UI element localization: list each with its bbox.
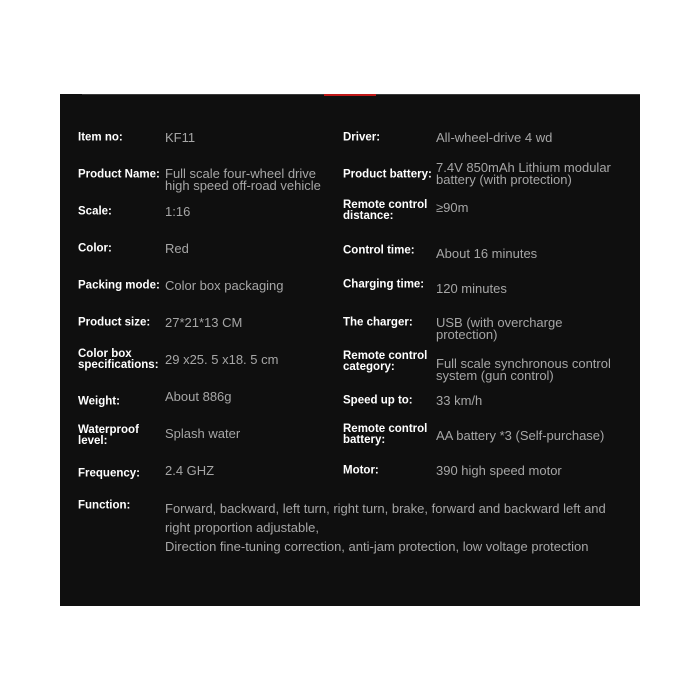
spec-value-item-no: KF11 [165,130,196,145]
spec-label-product-size: Product size: [78,316,151,329]
spec-value-speed-up-to: 33 km/h [436,393,483,408]
spec-panel [60,94,640,606]
spec-value-product-size: 27*21*13 CM [165,315,243,330]
spec-label-control-time: Control time: [343,244,415,257]
spec-label-item-no: Item no: [78,131,123,144]
spec-value-the-charger: USB (with overcharge protection) [436,315,563,342]
spec-label-weight: Weight: [78,395,120,408]
spec-value-product-battery: 7.4V 850mAh Lithium modular battery (with protection) [436,160,611,187]
function-line-1: Forward, backward, left turn, right turn, brake, forward and backward left and right proportion adjustable, [165,501,606,535]
spec-label-frequency: Frequency: [78,467,140,480]
spec-label-remote-control-category: Remote control category: [343,350,428,373]
accent-bar [324,94,376,96]
spec-label-motor: Motor: [343,464,379,477]
spec-label-driver: Driver: [343,131,381,144]
spec-label-scale: Scale: [78,205,112,218]
spec-value-charging-time: 120 minutes [436,281,507,296]
spec-label-product-name: Product Name: [78,168,160,181]
spec-label-remote-control-battery: Remote control battery: [343,423,428,446]
spec-value-remote-control-battery: AA battery *3 (Self-purchase) [436,428,605,443]
spec-value-function [165,499,625,556]
spec-label-packing-mode: Packing mode: [78,279,160,292]
spec-label-speed-up-to: Speed up to: [343,394,413,407]
spec-label-remote-control-distance: Remote control distance: [343,199,428,222]
spec-value-scale: 1:16 [165,204,191,219]
spec-value-driver: All-wheel-drive 4 wd [436,130,553,145]
spec-value-product-name: Full scale four-wheel drive high speed off-road vehicle [165,166,321,193]
spec-value-motor: 390 high speed motor [436,463,562,478]
spec-label-waterproof-level: Waterproof level: [78,424,139,447]
spec-value-packing-mode: Color box packaging [165,278,284,293]
spec-label-product-battery: Product battery: [343,168,432,181]
spec-label-color-box-specifications: Color box specifications: [78,348,159,371]
spec-label-the-charger: The charger: [343,316,413,329]
spec-value-frequency: 2.4 GHZ [165,463,215,478]
spec-value-control-time: About 16 minutes [436,246,538,261]
spec-value-weight: About 886g [165,389,232,404]
spec-value-remote-control-category: Full scale synchronous control system (gun control) [436,356,611,383]
spec-label-color: Color: [78,242,112,255]
spec-value-remote-control-distance: ≥90m [436,200,469,215]
spec-label-charging-time: Charging time: [343,278,425,291]
spec-label-function: Function: [78,499,131,512]
function-line-2: Direction fine-tuning correction, anti-jam protection, low voltage protection [165,539,589,554]
spec-value-color-box-specifications: 29 x25. 5 x18. 5 cm [165,352,279,367]
spec-value-waterproof-level: Splash water [165,426,241,441]
spec-value-color: Red [165,241,189,256]
